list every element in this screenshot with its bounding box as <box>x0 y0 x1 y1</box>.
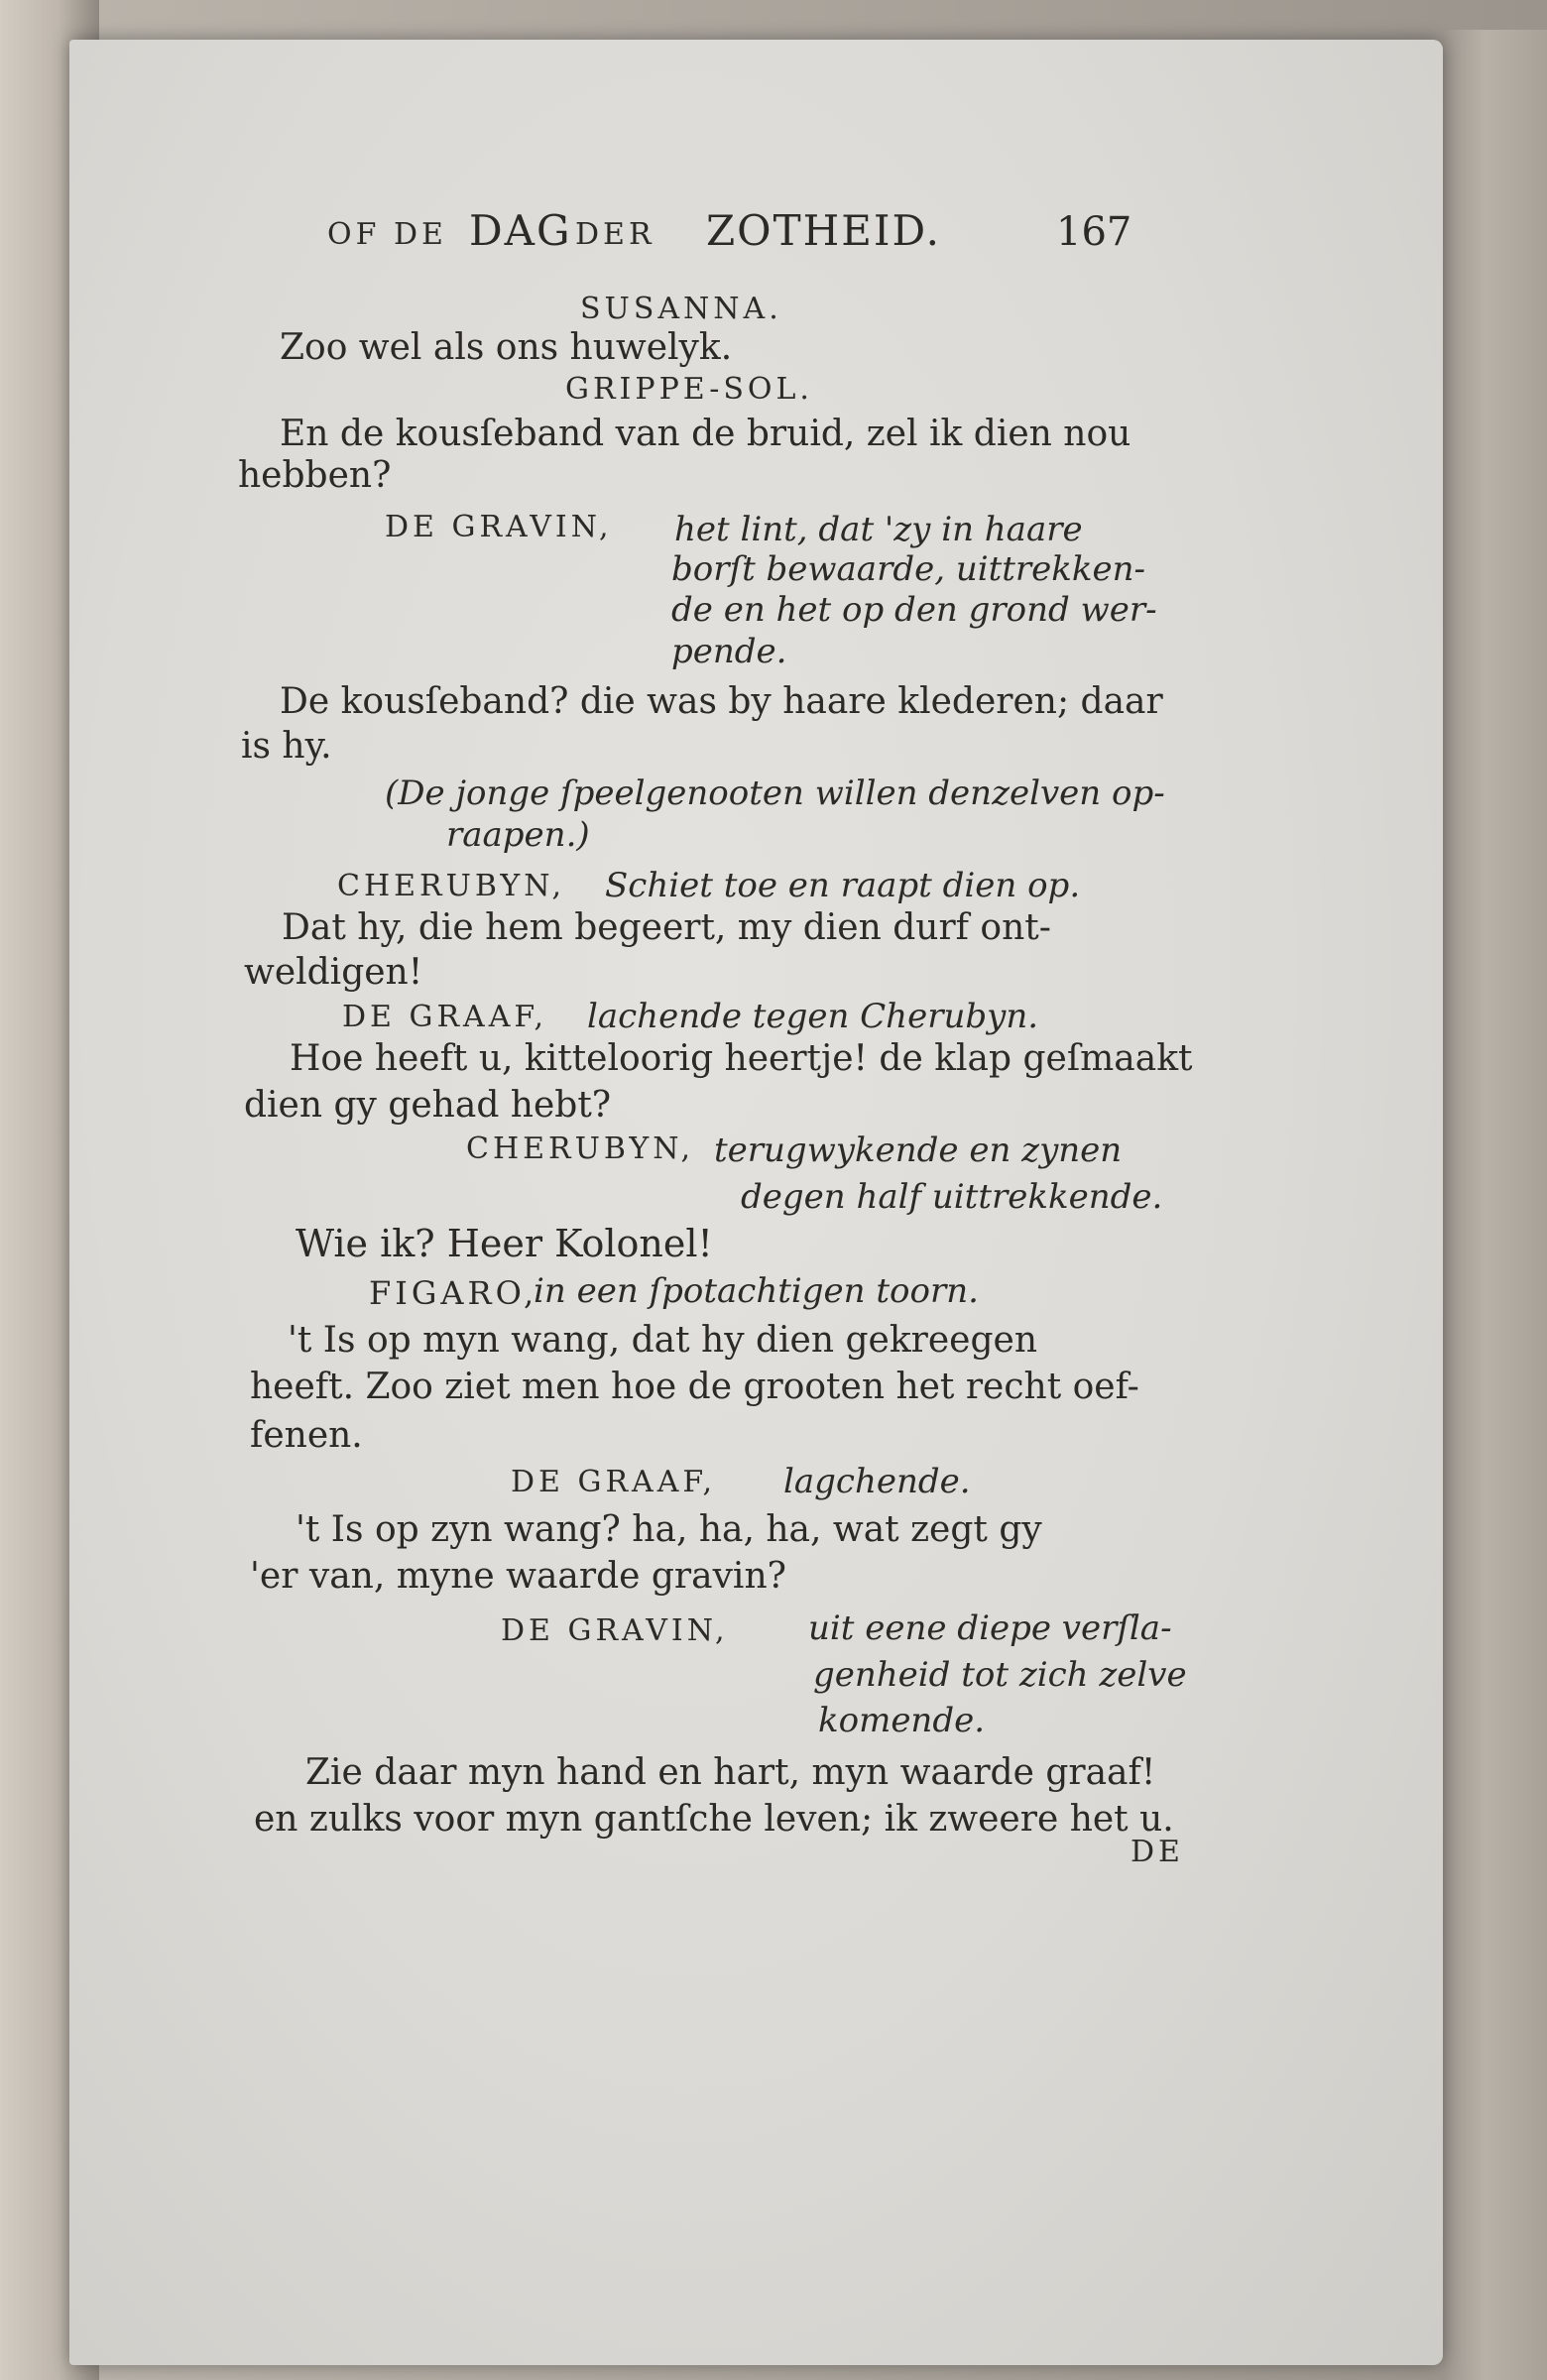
text-line: 't Is op myn wang, dat hy dien gekreegen <box>288 1320 1037 1361</box>
stage-direction: lachende tegen Cherubyn. <box>587 997 1039 1036</box>
stage-direction: uit eene diepe verſla- <box>808 1608 1172 1648</box>
text-line: En de kousſeband van de bruid, zel ik dien nou <box>280 414 1131 454</box>
header-title-end: ZOTHEID. <box>706 206 942 255</box>
text-line: Wie ik? Heer Kolonel! <box>296 1222 713 1265</box>
stage-direction: (De jonge ſpeelgenooten willen denzelven op- <box>385 774 1165 813</box>
stage-direction: degen half uittrekkende. <box>741 1177 1163 1217</box>
stage-direction: de en het op den grond wer- <box>671 590 1157 630</box>
text-line: Dat hy, die hem begeert, my dien durf ont- <box>282 907 1051 948</box>
text-line: is hy. <box>241 726 332 767</box>
text-line: heeft. Zoo ziet men hoe de grooten het recht oef- <box>250 1367 1139 1407</box>
stage-direction: lagchende. <box>783 1462 971 1501</box>
header-prefix: OF DE <box>327 217 447 252</box>
text-line: De kousſeband? die was by haare klederen; daar <box>280 681 1163 722</box>
right-background <box>1443 30 1547 2380</box>
text-line: 'er van, myne waarde gravin? <box>250 1556 786 1597</box>
page-number: 167 <box>1056 209 1132 255</box>
text-line: 't Is op zyn wang? ha, ha, ha, wat zegt gy <box>296 1509 1042 1550</box>
text-line: Hoe heeft u, kitteloorig heertje! de klap geſmaakt <box>290 1038 1193 1079</box>
text-line: dien gy gehad hebt? <box>244 1085 612 1126</box>
speaker-figaro: FIGARO, <box>369 1274 538 1312</box>
stage-direction: raapen.) <box>446 815 590 855</box>
text-line: fenen. <box>250 1415 363 1456</box>
catchword: DE <box>1130 1835 1184 1869</box>
text-line: Zoo wel als ons huwelyk. <box>280 327 733 368</box>
speaker-graaf: DE GRAAF, <box>511 1465 717 1499</box>
stage-direction: pende. <box>671 632 787 671</box>
text-line: Zie daar myn hand en hart, myn waarde graaf! <box>305 1752 1156 1793</box>
stage-direction: borſt bewaarde, uittrekken- <box>671 549 1146 589</box>
stage-direction: in een ſpotachtigen toorn. <box>534 1271 979 1311</box>
text-line: weldigen! <box>244 952 423 993</box>
stage-direction: terugwykende en zynen <box>714 1130 1123 1170</box>
speaker-grippe-sol: GRIPPE-SOL. <box>565 372 813 407</box>
speaker-susanna: SUSANNA. <box>580 292 782 326</box>
text-line: en zulks voor myn gantſche leven; ik zweere het u. <box>254 1799 1174 1840</box>
stage-direction: komende. <box>818 1701 986 1740</box>
text-line: hebben? <box>238 455 392 496</box>
speaker-graaf: DE GRAAF, <box>342 1000 548 1034</box>
stage-direction: genheid tot zich zelve <box>813 1655 1187 1695</box>
speaker-cherubyn: CHERUBYN, <box>466 1131 695 1166</box>
stage-direction: Schiet toe en raapt dien op. <box>605 866 1081 905</box>
speaker-gravin: DE GRAVIN, <box>501 1613 729 1648</box>
header-dag: DAG <box>469 206 572 255</box>
stage-direction: het lint, dat 'zy in haare <box>674 510 1083 549</box>
header-der: DER <box>575 217 655 252</box>
speaker-gravin: DE GRAVIN, <box>385 510 613 544</box>
speaker-cherubyn: CHERUBYN, <box>337 869 566 903</box>
